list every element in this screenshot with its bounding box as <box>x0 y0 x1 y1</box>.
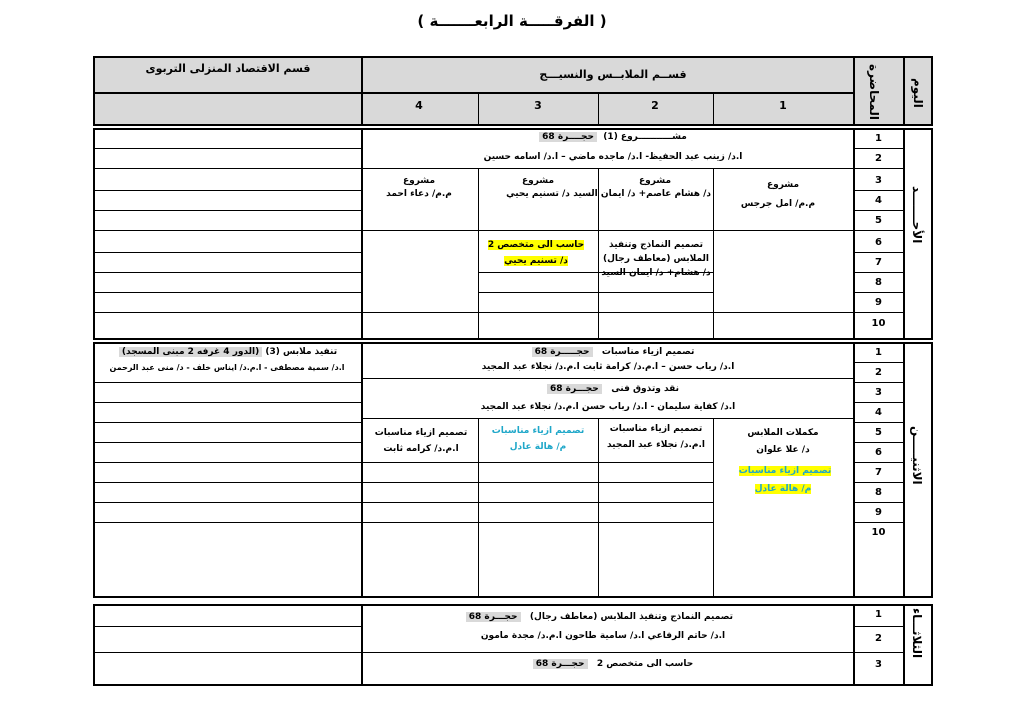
mon-period-4: 4 <box>875 407 882 418</box>
mon-period-7: 7 <box>875 467 882 478</box>
sun-g3b-staff: د/ تسنيم يحيي <box>504 256 568 266</box>
mon-period-6: 6 <box>875 447 882 458</box>
mon-c1-title: تصميم ازياء مناسبات حجـــــرة 68 <box>513 347 713 357</box>
mon-c2-staff: ا.د/ كفاية سليمان - ا.د/ رباب حسن ا.م.د/ نجلاء عبد المجيد <box>480 402 736 412</box>
mon-g4-staff: ا.م.د/ كرامه ثابت <box>383 444 459 454</box>
tue-period-3: 3 <box>875 659 882 670</box>
tue-period-1: 1 <box>875 609 882 620</box>
sun-project1: مشـــــــــــروع (1) حجــــرة 68 <box>513 132 713 142</box>
mon-g1-staff: د/ علا علوان <box>756 445 810 455</box>
day-monday: الاثنيـــــن <box>910 426 924 485</box>
sun-period-4: 4 <box>875 195 882 206</box>
mon-period-9: 9 <box>875 507 882 518</box>
sun-hall-1: حجــــرة 68 <box>539 132 597 142</box>
sun-g3b-title: حاسب الى متخصص 2 <box>487 240 585 250</box>
sun-g2-title: مشروع <box>638 176 672 186</box>
mon-period-1: 1 <box>875 347 882 358</box>
mon-period-2: 2 <box>875 367 882 378</box>
sun-period-8: 8 <box>875 277 882 288</box>
mon-he-title: تنفيذ ملابس (3) (الدور 4 غرفه 2 مبنى المسجد) <box>103 347 353 357</box>
sun-g2b-title1: تصميم النماذج وتنفيذ <box>609 240 703 250</box>
group-header-2: 2 <box>651 99 659 112</box>
sun-project1-staff: ا.د/ زينب عبد الحفيظ- ا.د/ ماجده ماضي – ا.د/ اسامه حسين <box>483 152 743 162</box>
sun-period-6: 6 <box>875 237 882 248</box>
sun-period-10: 10 <box>871 318 886 329</box>
sun-period-5: 5 <box>875 215 882 226</box>
group-header-4: 4 <box>415 99 423 112</box>
mon-he-staff: ا.د/ سمية مصطفى - ا.م.د/ ايناس خلف - د/ منى عبد الرحمن <box>109 363 345 372</box>
mon-period-8: 8 <box>875 487 882 498</box>
mon-period-3: 3 <box>875 387 882 398</box>
sun-g1-staff: م.م/ امل جرجس <box>740 199 816 209</box>
day-sunday: الأحـــــــد <box>910 186 924 244</box>
sun-g4-title: مشروع <box>402 176 436 186</box>
sun-g1-title: مشروع <box>766 180 800 190</box>
tue-c1-staff: ا.د/ حاتم الرفاعي ا.د/ سامية طاحون ا.م.د/ مجدة مامون <box>480 631 726 641</box>
sun-g2-staff: د/ هشام عاصم+ د/ ايمان السيد <box>573 189 711 199</box>
day-tuesday: الثلاثـــاء <box>910 608 924 659</box>
group-header-1: 1 <box>779 99 787 112</box>
mon-g3-staff: م/ هالة عادل <box>509 442 567 452</box>
sun-period-7: 7 <box>875 257 882 268</box>
page-title: ( الفرقـــــة الرابعـــــــة ) <box>417 12 607 30</box>
mon-g1b-staff: م/ هالة عادل <box>754 484 812 494</box>
sun-g2b-title2: الملابس (معاطف رجال) <box>602 254 709 264</box>
tue-c1-title: تصميم النماذج وتنفيذ الملابس (معاطف رجال) حجـــرة 68 <box>473 612 733 622</box>
sun-g3-title: مشروع <box>521 176 555 186</box>
day-header: اليوم <box>911 78 925 108</box>
mon-g2-staff: ا.م.د/ نجلاء عبد المجيد <box>606 440 705 450</box>
mon-g1-title: مكملات الملابس <box>747 428 819 438</box>
home-econ-dept-header: قسم الاقتصاد المنزلى التربوى <box>145 62 311 75</box>
tue-period-2: 2 <box>875 633 882 644</box>
mon-g1b-title: تصميم ازياء مناسبات <box>738 466 832 476</box>
mon-c1-staff: ا.د/ رباب حسن – ا.م.د/ كرامة ثابت ا.م.د/ نجلاء عبد المجيد <box>481 362 735 372</box>
mon-period-10: 10 <box>871 527 886 538</box>
sun-period-3: 3 <box>875 175 882 186</box>
sun-period-9: 9 <box>875 297 882 308</box>
sun-g2b-staff: د/ هشام+ د/ ايمان السيد <box>601 268 711 278</box>
lecture-header: المحاضرة <box>867 64 881 120</box>
tue-c2-title: حاسب الى متخصص 2 حجـــرة 68 <box>513 659 713 669</box>
mon-period-5: 5 <box>875 427 882 438</box>
clothing-dept-header: قســم الملابــس والنسيـــج <box>539 68 687 81</box>
sun-period-1: 1 <box>875 133 882 144</box>
sun-g3-staff: د/ تسنيم يحيي <box>506 189 570 199</box>
schedule-table <box>93 56 933 686</box>
mon-g3-title: تصميم ازياء مناسبات <box>491 426 585 436</box>
sun-period-2: 2 <box>875 153 882 164</box>
sun-g4-staff: م.م/ دعاء احمد <box>386 189 452 199</box>
mon-g2-title: تصميم ازياء مناسبات <box>609 424 703 434</box>
mon-c2-title: نقد وتذوق فنى حجـــرة 68 <box>533 384 693 394</box>
mon-g4-title: تصميم ازياء مناسبات <box>374 428 468 438</box>
group-header-3: 3 <box>534 99 542 112</box>
